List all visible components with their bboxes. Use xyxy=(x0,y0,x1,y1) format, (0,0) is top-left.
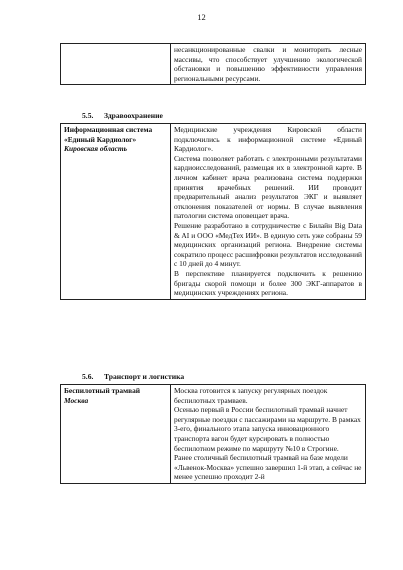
project-cell xyxy=(61,124,171,300)
paragraph: Ранее столичный беспилотный трамвай на базе модели «Львенок-Москва» успешно завершил 1-й этап, а сейчас не менее успешно проходит 2-й xyxy=(174,453,362,482)
paragraph: В перспективе планируется подключить к решению бригады скорой помощи и более 300 ЭКГ-аппаратов в медицинских учреждениях региона. xyxy=(174,268,362,298)
project-name: Информационная система «Единый Кардиолог» xyxy=(64,125,153,144)
page-number: 12 xyxy=(197,12,206,22)
top-table xyxy=(60,43,366,85)
project-name: Беспилотный трамвай xyxy=(64,386,141,395)
project-region: Москва xyxy=(64,395,89,405)
section-number: 5.6. xyxy=(82,372,94,381)
paragraph: Осенью первый в России беспилотный трамвай начнет регулярные поездки с пассажирами на маршруте. В рамках 3-его, финального этапа запуска инновационного транспорта вагон будет курсировать в полностью беспилотном режиме по маршруту №10 в Строгине. xyxy=(174,405,361,453)
section-heading-transport xyxy=(82,372,184,381)
table-row xyxy=(61,124,366,300)
paragraph: Медицинские учреждения Кировской области подключились к информационной системе «Единый Кардиолог». xyxy=(174,125,362,154)
paragraph: несанкционированные свалки и мониторить лесные массивы, что способствует улучшению экологической обстановки и повышению эффективности управления региональными ресурсами. xyxy=(174,45,362,83)
section-title: Транспорт и логистика xyxy=(104,372,185,381)
table-row xyxy=(61,44,366,85)
transport-table xyxy=(60,384,366,484)
project-region: Кировская область xyxy=(64,144,128,154)
section-heading-health xyxy=(82,111,163,120)
description-cell xyxy=(171,44,366,85)
description-cell xyxy=(171,124,366,300)
project-cell xyxy=(61,385,171,484)
paragraph: Москва готовится к запуску регулярных поездок беспилотных трамваев. xyxy=(174,386,328,405)
health-table xyxy=(60,123,366,300)
paragraph: Решение разработано в сотрудничестве с Билайн Big Data & AI и ООО «МедТех ИИ». В единую сеть уже собраны 59 медицинских организаций региона. Внедрение системы сократило процесс расшифровки результатов исследований с 10 дней до 4 минут. xyxy=(174,220,362,269)
description-cell xyxy=(171,385,366,484)
section-title: Здравоохранение xyxy=(104,111,163,120)
paragraph: Система позволяет работать с электронными результатами кардиоисследований, размещая их в электронной карте. В личном кабинет врача реализована система поддержки принятия врачебных решений. ИИ проводит предварительный анализ результатов ЭКГ и выявляет отклонения показателей от нормы. В случае выявления патологии система оповещает врача. xyxy=(174,153,362,221)
section-number: 5.5. xyxy=(82,111,94,120)
table-row xyxy=(61,385,366,484)
empty-cell xyxy=(61,44,171,85)
